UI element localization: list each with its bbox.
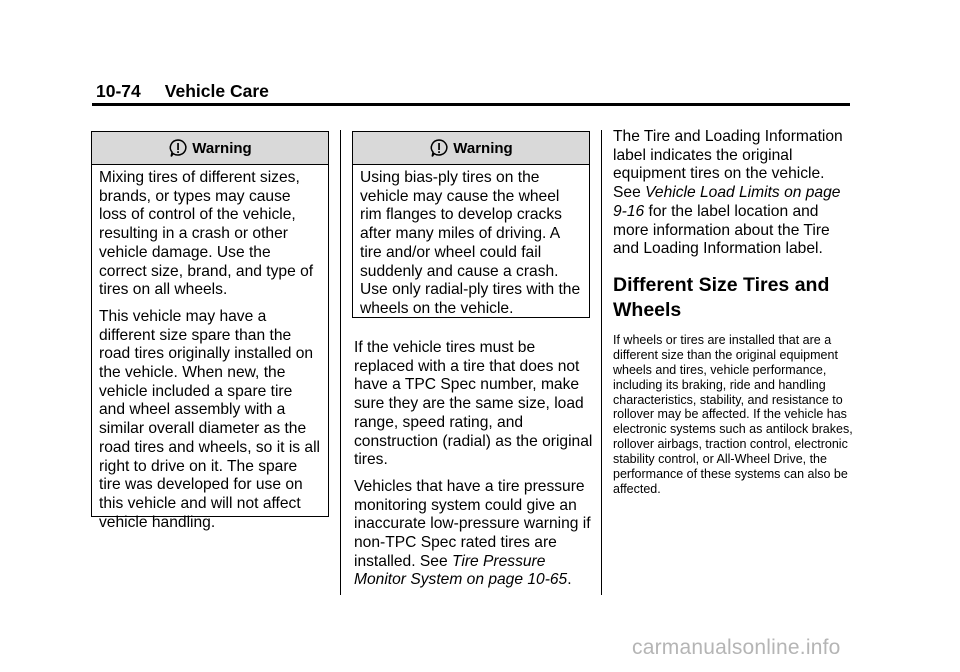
section-title: Vehicle Care <box>164 81 269 101</box>
paragraph-tpc-spec: If the vehicle tires must be replaced with a tire that does not have a TPC Spec number, make sure they are the same size, load range, speed rating, and construction (radial) as the original tires. <box>354 339 593 469</box>
warning-box-mixing-tires <box>91 131 329 531</box>
warning-icon <box>168 138 188 158</box>
warning-title: Warning <box>192 139 252 157</box>
column-divider-right <box>601 130 602 595</box>
column-divider-left <box>340 130 341 595</box>
warning-header <box>92 132 328 165</box>
paragraph-text: for the label location and more information about the Tire and Loading Information label. <box>613 202 830 258</box>
warning-body <box>353 165 589 319</box>
paragraph-tire-loading-label <box>613 128 855 259</box>
warning-paragraph: This vehicle may have a different size spare than the road tires originally installed on the vehicle. When new, the vehicle included a spare tire and wheel assembly with a similar overall diameter as the road tires and wheels, so it is all right to drive on it. The spare tire was developed for use on this vehicle and will not affect vehicle handling. <box>99 307 321 531</box>
warning-body <box>92 165 328 532</box>
paragraph-different-size: If wheels or tires are installed that are a different size than the original equipment wheels and tires, vehicle performance, including its braking, ride and handling characteristics, stability, and resistance to rollover may be affected. If the vehicle has electronic systems such as antilock brakes, rollover airbags, traction control, electronic stability control, or All-Wheel Drive, the performance of these systems can also be affected. <box>613 332 853 496</box>
page-header <box>96 80 269 102</box>
paragraph-tpms <box>354 478 594 590</box>
cross-reference-link[interactable]: Tire Pressure Monitor System on page 10-65 <box>354 552 568 589</box>
warning-box-bias-ply <box>352 131 590 318</box>
warning-paragraph: Using bias-ply tires on the vehicle may cause the wheel rim flanges to develop cracks after many miles of driving. A tire and/or wheel could fail suddenly and cause a crash. Use only radial-ply tires with the wheels on the vehicle. <box>360 169 581 317</box>
section-heading: Different Size Tires and Wheels <box>613 273 830 321</box>
warning-paragraph: Mixing tires of different sizes, brands, or types may cause loss of control of the vehicle, resulting in a crash or other vehicle damage. Use the correct size, brand, and type of tires on all wheels. <box>99 169 314 299</box>
cross-reference-link[interactable]: Vehicle Load Limits on page 9-16 <box>613 184 841 220</box>
middle-column-text <box>354 339 594 598</box>
page-number: 10-74 <box>96 81 141 101</box>
watermark: carmanualsonline.info <box>632 636 841 659</box>
header-rule <box>92 103 850 106</box>
paragraph-text: Vehicles that have a tire pressure monitoring system could give an inaccurate low-pressure warning if non-TPC Spec rated tires are installed. See <box>354 477 591 570</box>
paragraph-text: The Tire and Loading Information label indicates the original equipment tires on the vehicle. See <box>613 128 843 202</box>
warning-title: Warning <box>453 139 513 157</box>
right-column-text <box>613 128 855 497</box>
paragraph-text: . <box>567 571 572 589</box>
warning-header <box>353 132 589 165</box>
warning-icon <box>429 138 449 158</box>
